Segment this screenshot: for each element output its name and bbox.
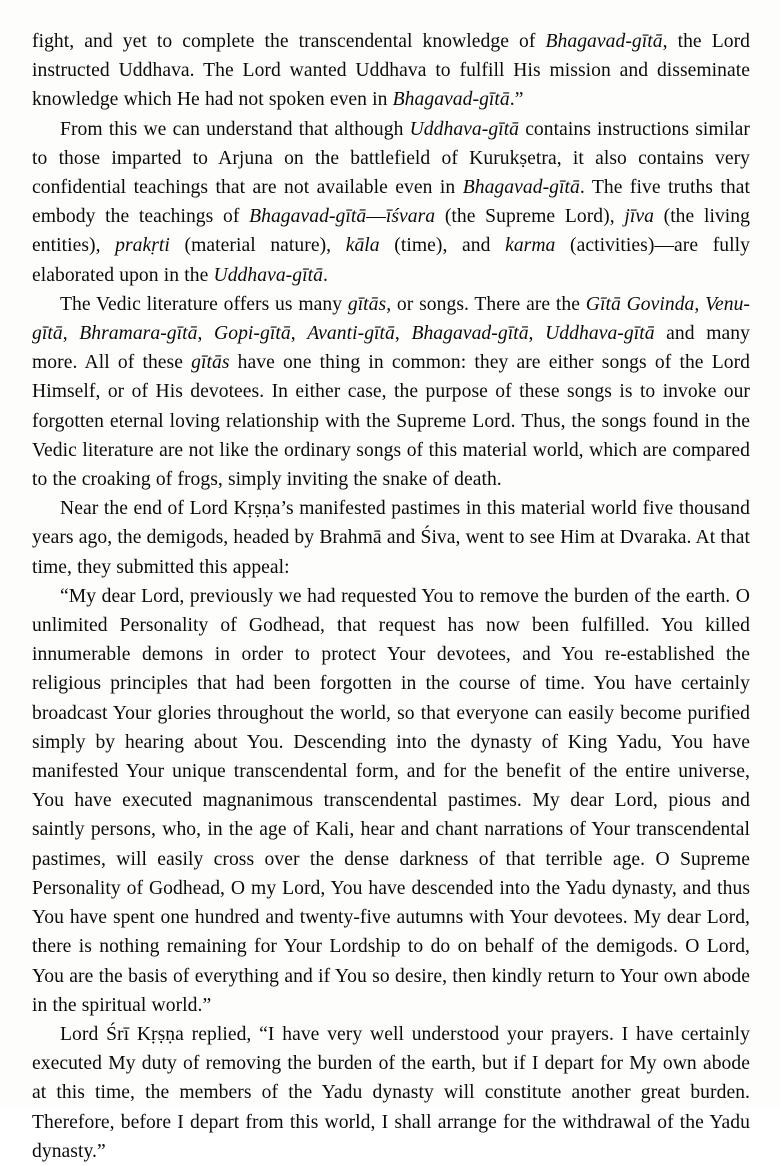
paragraph-2: From this we can understand that although Uddhava-gītā contains instructions similar to those imparted to Arjuna on the battlefield of Kurukṣetra, it also contains very confidential teachings that are not available even in Bhagavad-gītā. The five truths that embody the teachings of Bhagavad-gītā—īśvara (the Supreme Lord), jīva (the living entities), prakṛti (material nature), kāla (time), and karma (activities)—are fully elaborated upon in the Uddhava-gītā. [32, 118, 751, 286]
paragraph-4: Near the end of Lord Kṛṣṇa’s manifested pastimes in this material world five thousand years ago, the demigods, headed by Brahmā and Śiva, went to see Him at Dvaraka. At that time, they submitted this appeal: [32, 498, 750, 578]
body-text-column [32, 27, 750, 1166]
paragraph-5: “My dear Lord, previously we had requested You to remove the burden of the earth. O unlimited Personality of Godhead, that request has now been fulfilled. You killed innumerable demons in order to protect Your devotees, and You re-established the religious principles that had been forgotten in the course of time. You have certainly broadcast Your glories throughout the world, so that everyone can easily become purified simply by hearing about You. Descending into the dynasty of King Yadu, You have manifested Your unique transcendental form, and for the benefit of the entire universe, You have executed magnanimous transcendental pastimes. My dear Lord, pious and saintly persons, who, in the age of Kali, hear and chant narrations of Your transcendental pastimes, will easily cross over the dense darkness of that terrible age. O Supreme Personality of Godhead, O my Lord, You have descended into the Yadu dynasty, and thus You have spent one hundred and twenty-five autumns with Your devotees. My dear Lord, there is nothing remaining for Your Lordship to do on behalf of the demigods. O Lord, You are the basis of everything and if You so desire, then kindly return to Your own abode in the spiritual world.” [32, 585, 750, 1016]
paragraph-1: fight, and yet to complete the transcendental knowledge of Bhagavad-gītā, the Lord instructed Uddhava. The Lord wanted Uddhava to fulfill His mission and disseminate knowledge which He had not spoken even in Bhagavad-gītā.” [32, 31, 751, 111]
paragraph-6: Lord Śrī Kṛṣṇa replied, “I have very well understood your prayers. I have certainly executed My duty of removing the burden of the earth, but if I depart for My own abode at this time, the members of the Yadu dynasty will constitute another great burden. Therefore, before I depart from this world, I shall arrange for the withdrawal of the Yadu dynasty.” [32, 1023, 750, 1162]
paragraph-3: The Vedic literature offers us many gītās, or songs. There are the Gītā Govinda, Venu-gītā, Bhramara-gītā, Gopi-gītā, Avanti-gītā, Bhagavad-gītā, Uddhava-gītā and many more. All of these gītās have one thing in common: they are either songs of the Lord Himself, or of His devotees. In either case, the purpose of these songs is to invoke our forgotten eternal loving relationship with the Supreme Lord. Thus, the songs found in the Vedic literature are not like the ordinary songs of this material world, which are compared to the croaking of frogs, simply inviting the snake of death. [32, 293, 751, 491]
